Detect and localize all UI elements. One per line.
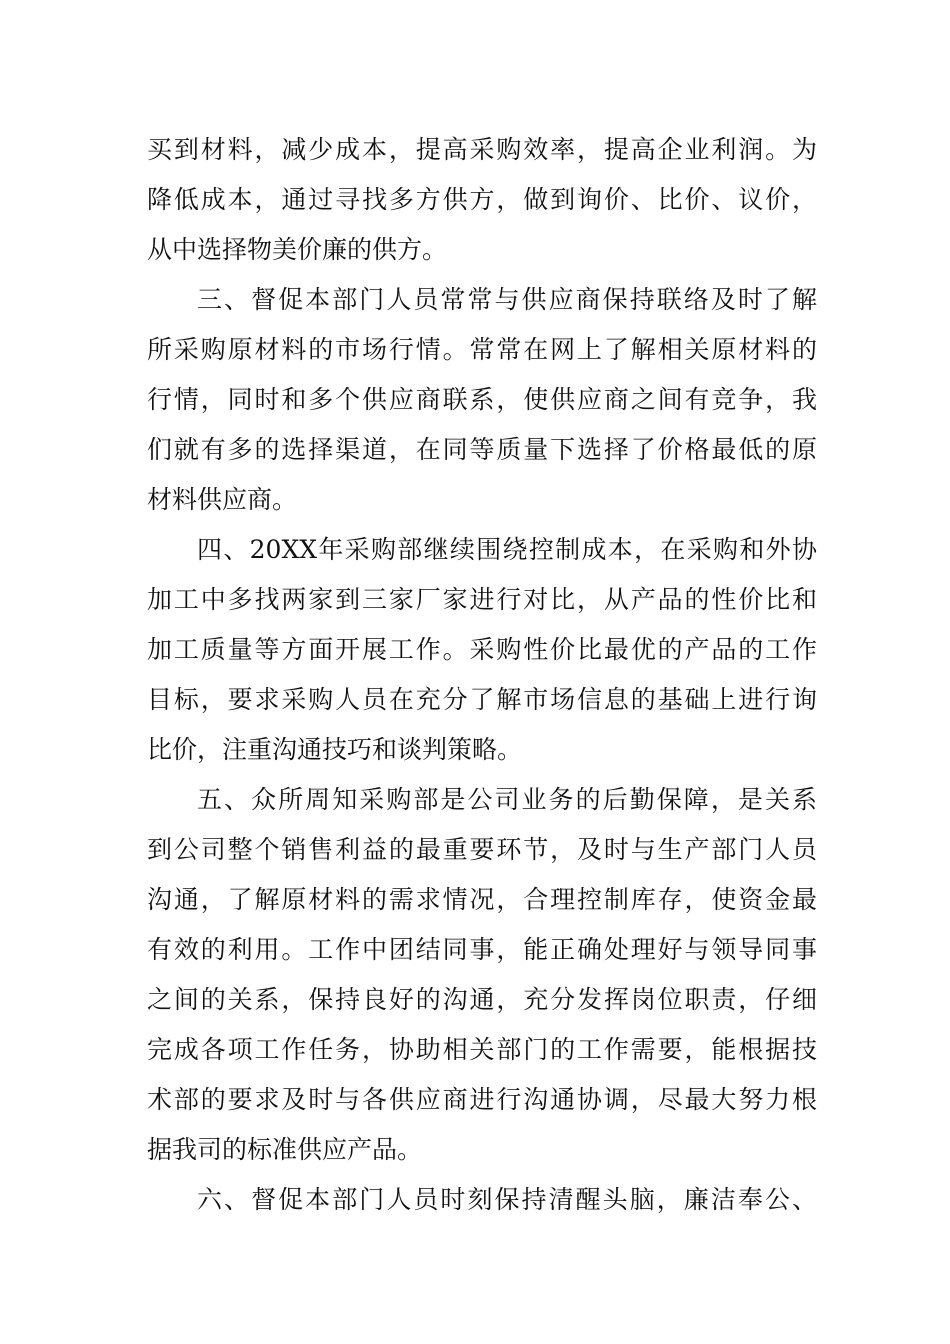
paragraph-start-line: 三、督促本部门人员常常与供应商保持联络及时了解 [197,285,817,314]
text-line: 从中选择物美价廉的供方。 [147,235,448,264]
text-line: 目标，要求采购人员在充分了解市场信息的基础上进行询 [147,685,817,714]
text-line: 加工中多找两家到三家厂家进行对比，从产品的性价比和 [147,585,817,614]
text-line: 降低成本，通过寻找多方供方，做到询价、比价、议价， [147,185,817,214]
text-line: 据我司的标准供应产品。 [147,1135,423,1164]
text-line: 材料供应商。 [147,485,298,514]
text-line: 们就有多的选择渠道，在同等质量下选择了价格最低的原 [147,435,817,464]
text-line: 所采购原材料的市场行情。常常在网上了解相关原材料的 [147,335,817,364]
text-line: 行情，同时和多个供应商联系，使供应商之间有竞争，我 [147,385,817,414]
paragraph-start-line: 六、督促本部门人员时刻保持清醒头脑，廉洁奉公、 [197,1185,817,1214]
text-line: 沟通，了解原材料的需求情况，合理控制库存，使资金最 [147,885,817,914]
text-line: 有效的利用。工作中团结同事，能正确处理好与领导同事 [147,935,817,964]
text-line: 之间的关系，保持良好的沟通，充分发挥岗位职责，仔细 [147,985,817,1014]
paragraph-start-line: 四、20XX年采购部继续围绕控制成本，在采购和外协 [197,535,817,564]
text-line: 买到材料，减少成本，提高采购效率，提高企业利润。为 [147,135,817,164]
text-line: 术部的要求及时与各供应商进行沟通协调，尽最大努力根 [147,1085,817,1114]
text-line: 完成各项工作任务，协助相关部门的工作需要，能根据技 [147,1035,817,1064]
text-line: 比价，注重沟通技巧和谈判策略。 [147,735,523,764]
text-line: 到公司整个销售利益的最重要环节，及时与生产部门人员 [147,835,817,864]
text-line: 加工质量等方面开展工作。采购性价比最优的产品的工作 [147,635,817,664]
paragraph-start-line: 五、众所周知采购部是公司业务的后勤保障，是关系 [197,785,817,814]
